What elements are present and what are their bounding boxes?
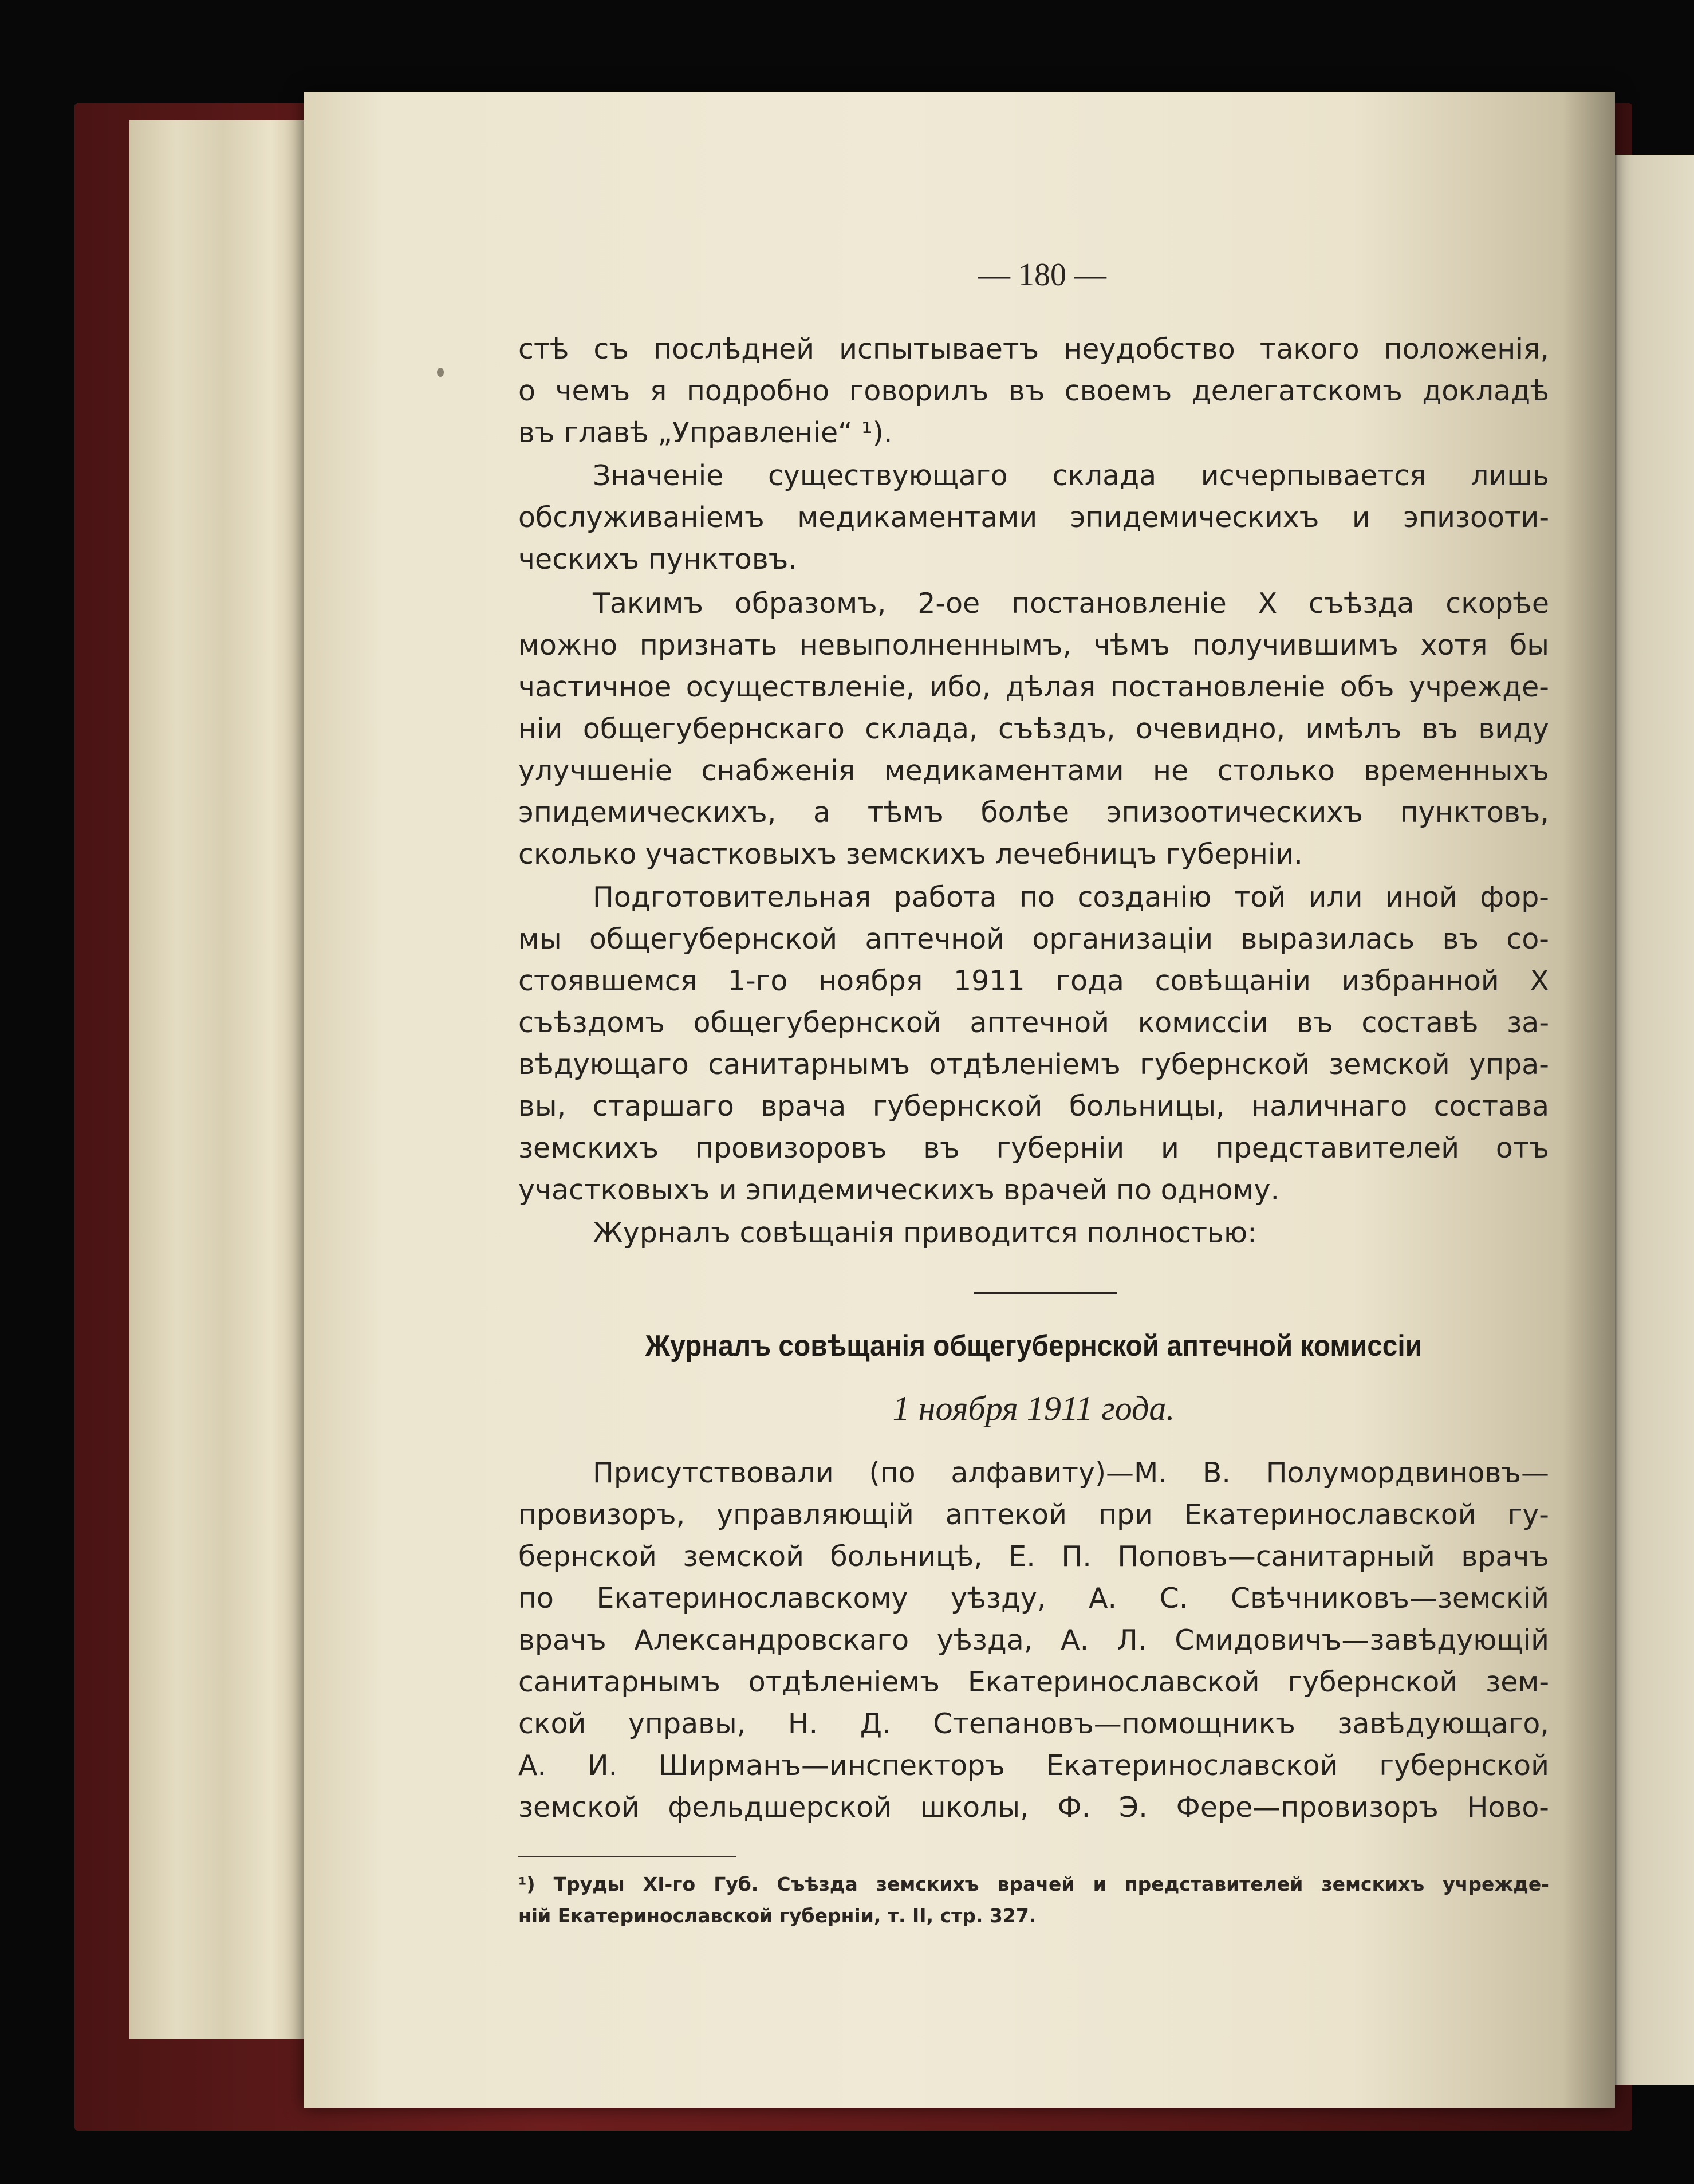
paragraph-2 (518, 455, 1549, 580)
text-line: Журналъ совѣщанія приводится полностью: (593, 1217, 1257, 1249)
section-divider (974, 1292, 1117, 1294)
text-line: участковыхъ и эпидемическихъ врачей по одному. (518, 1174, 1280, 1206)
text-line: врачъ Александровскаго уѣзда, А. Л. Смидовичъ—завѣдующій (518, 1624, 1549, 1656)
text-line: Присутствовали (по алфавиту)—М. В. Полумордвиновъ— (593, 1457, 1549, 1489)
text-line: земскихъ провизоровъ въ губерніи и представителей отъ (518, 1132, 1549, 1164)
text-line: ніи общегубернскаго склада, съѣздъ, очевидно, имѣлъ въ виду (518, 713, 1549, 745)
text-line: ческихъ пунктовъ. (518, 543, 797, 576)
text-line: ской управы, Н. Д. Степановъ—помощникъ завѣдующаго, (518, 1707, 1549, 1740)
footnote-line: ¹) Труды XI-го Губ. Съѣзда земскихъ врачей и представителей земскихъ учрежде- (518, 1873, 1549, 1895)
paragraph-1 (518, 328, 1549, 454)
paragraph-3 (518, 583, 1549, 875)
text-line: провизоръ, управляющій аптекой при Екатеринославской гу- (518, 1498, 1549, 1531)
footnote (518, 1868, 1549, 1931)
text-line: стоявшемся 1-го ноября 1911 года совѣщаніи избранной X (518, 965, 1549, 997)
text-line: эпидемическихъ, а тѣмъ болѣе эпизоотическихъ пунктовъ, (518, 796, 1549, 829)
text-line: сколько участковыхъ земскихъ лечебницъ губерніи. (518, 838, 1303, 871)
journal-date: 1 ноября 1911 года. (892, 1390, 1175, 1427)
paragraph-6 (518, 1452, 1549, 1828)
paragraph-4 (518, 876, 1549, 1211)
text-line: Такимъ образомъ, 2-ое постановленіе X съѣзда скорѣе (593, 587, 1549, 620)
text-line: Подготовительная работа по созданію той или иной фор- (593, 881, 1549, 914)
text-line: мы общегубернской аптечной организаціи выразилась въ со- (518, 923, 1549, 955)
text-line: въ главѣ „Управленіе“ ¹). (518, 416, 893, 449)
footnote-rule (518, 1856, 736, 1857)
paragraph-5 (518, 1212, 1549, 1254)
page-number: — 180 — (978, 257, 1106, 293)
page-stack-left (129, 120, 318, 2039)
text-line: о чемъ я подробно говорилъ въ своемъ делегатскомъ докладѣ (518, 375, 1549, 407)
text-line: вѣдующаго санитарнымъ отдѣленіемъ губернской земской упра- (518, 1048, 1549, 1081)
footnote-line: ній Екатеринославской губерніи, т. II, стр. 327. (518, 1904, 1037, 1927)
text-line: Значеніе существующаго склада исчерпывается лишь (593, 459, 1549, 492)
text-line: вы, старшаго врача губернской больницы, наличнаго состава (518, 1090, 1549, 1123)
text-line: улучшеніе снабженія медикаментами не столько временныхъ (518, 754, 1549, 787)
text-line: земской фельдшерской школы, Ф. Э. Фере—провизоръ Ново- (518, 1791, 1549, 1824)
text-line: съѣздомъ общегубернской аптечной комиссіи въ составѣ за- (518, 1006, 1549, 1039)
journal-title: Журналъ совѣщанія общегубернской аптечной комиссіи (645, 1329, 1423, 1363)
text-line: бернской земской больницѣ, Е. П. Поповъ—санитарный врачъ (518, 1540, 1549, 1573)
text-line: санитарнымъ отдѣленіемъ Екатеринославской губернской зем- (518, 1666, 1549, 1698)
text-line: стѣ съ послѣдней испытываетъ неудобство такого положенія, (518, 333, 1549, 365)
text-line: частичное осуществленіе, ибо, дѣлая постановленіе объ учрежде- (518, 671, 1549, 703)
facing-page-edge (1609, 155, 1694, 2085)
text-line: можно признать невыполненнымъ, чѣмъ получившимъ хотя бы (518, 629, 1549, 662)
ink-spot (437, 368, 444, 377)
text-line: А. И. Ширманъ—инспекторъ Екатеринославской губернской (518, 1749, 1549, 1782)
text-line: по Екатеринославскому уѣзду, А. С. Свѣчниковъ—земскій (518, 1582, 1549, 1615)
text-line: обслуживаніемъ медикаментами эпидемическихъ и эпизооти- (518, 501, 1549, 534)
